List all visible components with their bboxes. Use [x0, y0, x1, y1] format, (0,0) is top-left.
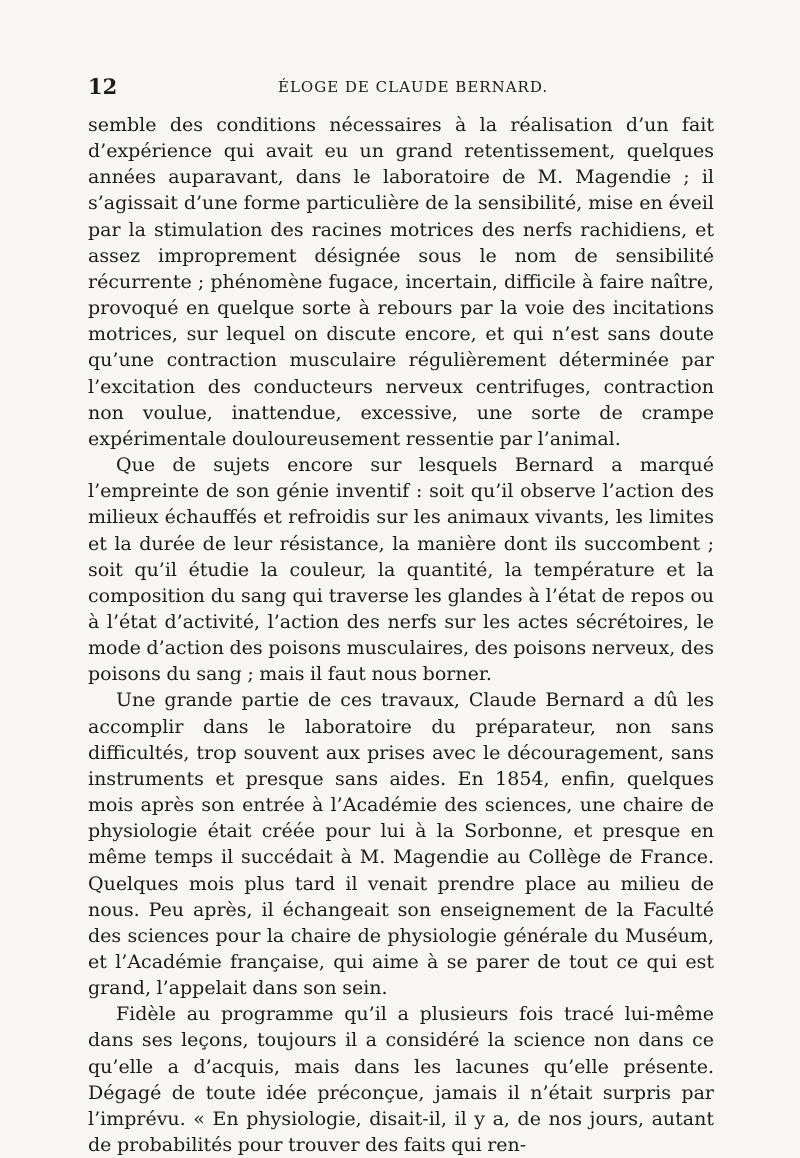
running-title: ÉLOGE DE CLAUDE BERNARD.: [278, 78, 549, 96]
paragraph-career: Une grande partie de ces travaux, Claude Bernard a dû les accomplir dans le laboratoire du préparateur, non sans difficultés, trop souvent aux prises avec le découragement, sans instruments et presque sans aides. En 1854, enfin, quelques mois après son entrée à l’Académie des sciences, une chaire de physiologie était créée pour lui à la Sorbonne, et presque en même temps il succédait à M. Magendie au Collège de France. Quelques mois plus tard il venait prendre place au milieu de nous. Peu après, il échangeait son enseignement de la Faculté des sciences pour la chaire de physiologie générale du Muséum, et l’Académie française, qui aime à se parer de tout ce qui est grand, l’appelait dans son sein.: [88, 689, 714, 1000]
page-number: 12: [88, 74, 118, 99]
paragraph-continuation: semble des conditions nécessaires à la réalisation d’un fait d’expérience qui avait eu un grand retentissement, quelques années auparavant, dans le laboratoire de M. Magendie ; il s’agissait d’une forme particulière de la sensibilité, mise en éveil par la stimulation des racines motrices des nerfs rachidiens, et assez improprement désignée sous le nom de sensibilité récurrente ; phénomène fugace, incertain, difficile à faire naître, provoqué en quelque sorte à rebours par la voie des incitations motrices, sur lequel on discute encore, et qui n’est sans doute qu’une contraction musculaire régulièrement déterminée par l’excitation des conducteurs nerveux centrifuges, contraction non voulue, inattendue, excessive, une sorte de crampe expérimentale douloureusement ressentie par l’animal.: [88, 114, 714, 450]
paragraph-program: Fidèle au programme qu’il a plusieurs fois tracé lui-même dans ses leçons, toujours il a considéré la science non dans ce qu’elle a d’acquis, mais dans les lacunes qu’elle présente. Dégagé de toute idée préconçue, jamais il n’était surpris par l’imprévu. « En physiologie, disait-il, il y a, de nos jours, autant de probabilités pour trouver des faits qui ren-: [88, 1003, 714, 1157]
paragraph-subjects: Que de sujets encore sur lesquels Bernard a marqué l’empreinte de son génie inventif : soit qu’il observe l’action des milieux échauffés et refroidis sur les animaux vivants, les limites et la durée de leur résistance, la manière dont ils succombent ; soit qu’il étudie la couleur, la quantité, la température et la composition du sang qui traverse les glandes à l’état de repos ou à l’état d’activité, l’action des nerfs sur les actes sécrétoires, le mode d’action des poisons musculaires, des poisons nerveux, des poisons du sang ; mais il faut nous borner.: [88, 454, 714, 686]
body-text: [88, 112, 714, 1158]
page-header: [88, 74, 718, 102]
